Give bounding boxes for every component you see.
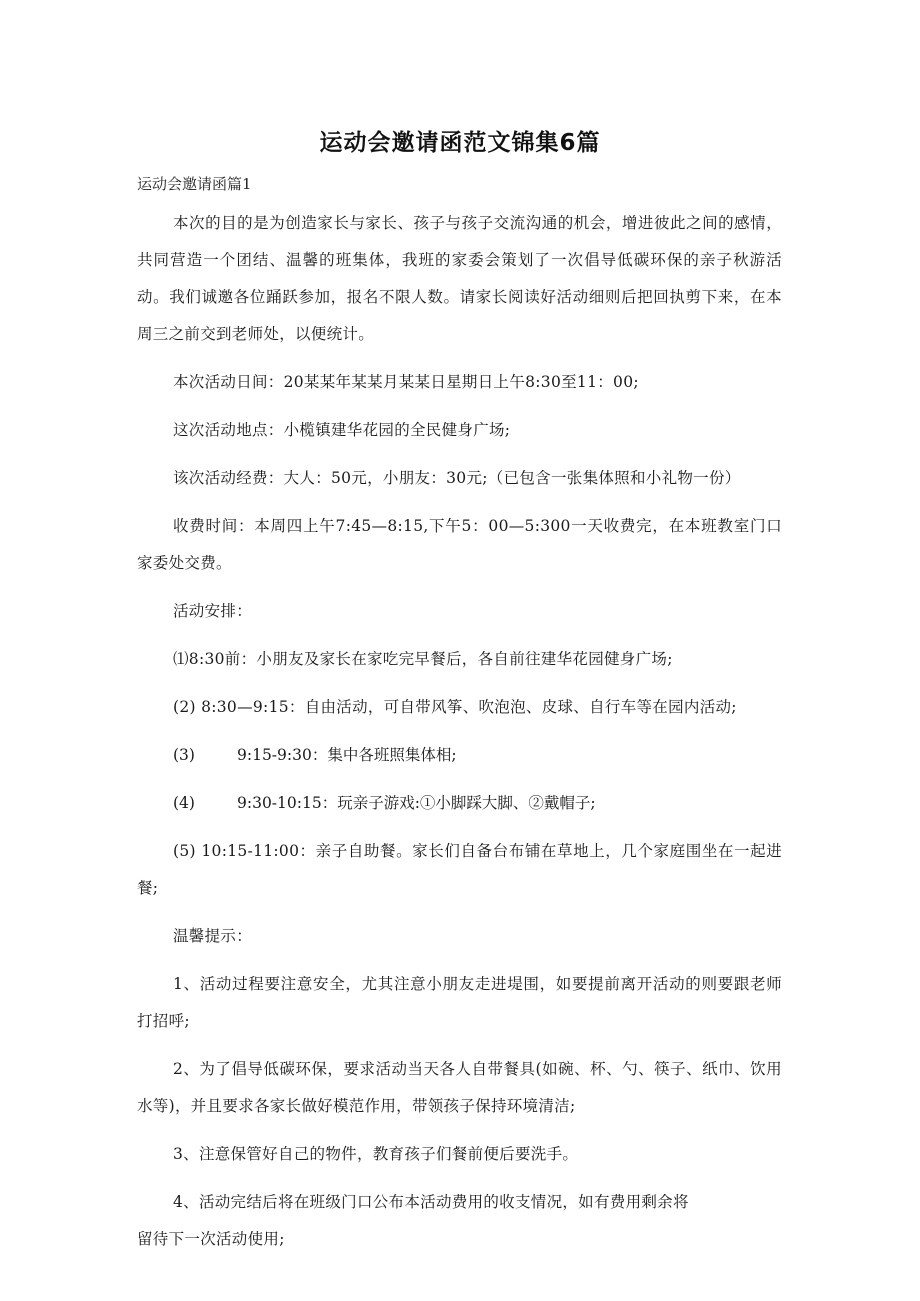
section-subtitle: 运动会邀请函篇1 xyxy=(137,175,252,193)
tip-item: 4、活动完结后将在班级门口公布本活动费用的收支情况，如有费用剩余将 xyxy=(173,1193,689,1211)
tip-item: 1、活动过程要注意安全，尤其注意小朋友走进堤围，如要提前离开活动的则要跟老师打招呼; xyxy=(137,975,782,1030)
tip-item: 2、为了倡导低碳环保，要求活动当天各人自带餐具(如碗、杯、勺、筷子、纸巾、饮用水等)，并且要求各家长做好模范作用，带领孩子保持环境清洁; xyxy=(137,1060,782,1115)
schedule-item-number: (4) xyxy=(173,794,195,812)
tip-item: 3、注意保管好自己的物件，教育孩子们餐前便后要洗手。 xyxy=(173,1145,579,1163)
document-body xyxy=(137,205,782,1269)
schedule-item-text: 9:15-9:30：集中各班照集体相; xyxy=(237,746,457,764)
schedule-item xyxy=(137,785,782,822)
schedule-item: ⑴8:30前：小朋友及家长在家吃完早餐后，各自前往建华花园健身广场; xyxy=(173,650,673,668)
schedule-item xyxy=(137,737,782,774)
fee-line: 该次活动经费：大人：50元，小朋友：30元;（已包含一张集体照和小礼物一份） xyxy=(173,469,741,487)
schedule-item: (2) 8:30—9:15：自由活动，可自带风筝、吹泡泡、皮球、自行车等在园内活动; xyxy=(173,698,737,716)
schedule-item-number: (3) xyxy=(173,746,195,764)
schedule-item: (5) 10:15-11:00：亲子自助餐。家长们自备台布铺在草地上，几个家庭围坐在一起进餐; xyxy=(137,842,782,897)
document-title: 运动会邀请函范文锦集6篇 xyxy=(319,130,601,156)
tips-heading: 温馨提示： xyxy=(173,927,253,945)
intro-paragraph: 本次的目的是为创造家长与家长、孩子与孩子交流沟通的机会，增进彼此之间的感情，共同营造一个团结、温馨的班集体，我班的家委会策划了一次倡导低碳环保的亲子秋游活动。我们诚邀各位踊跃参加，报名不限人数。请家长阅读好活动细则后把回执剪下来，在本周三之前交到老师处，以便统计。 xyxy=(137,214,782,343)
closing-line: 留待下一次活动使用; xyxy=(137,1230,285,1248)
date-line: 本次活动日间：20某某年某某月某某日星期日上午8:30至11：00; xyxy=(173,373,639,391)
schedule-item-text: 9:30-10:15：玩亲子游戏:①小脚踩大脚、②戴帽子; xyxy=(237,794,596,812)
schedule-heading: 活动安排： xyxy=(173,602,253,620)
location-line: 这次活动地点：小榄镇建华花园的全民健身广场; xyxy=(173,421,511,439)
payment-line: 收费时间：本周四上午7:45—8:15,下午5：00—5:300一天收费完，在本班教室门口家委处交费。 xyxy=(137,517,782,572)
